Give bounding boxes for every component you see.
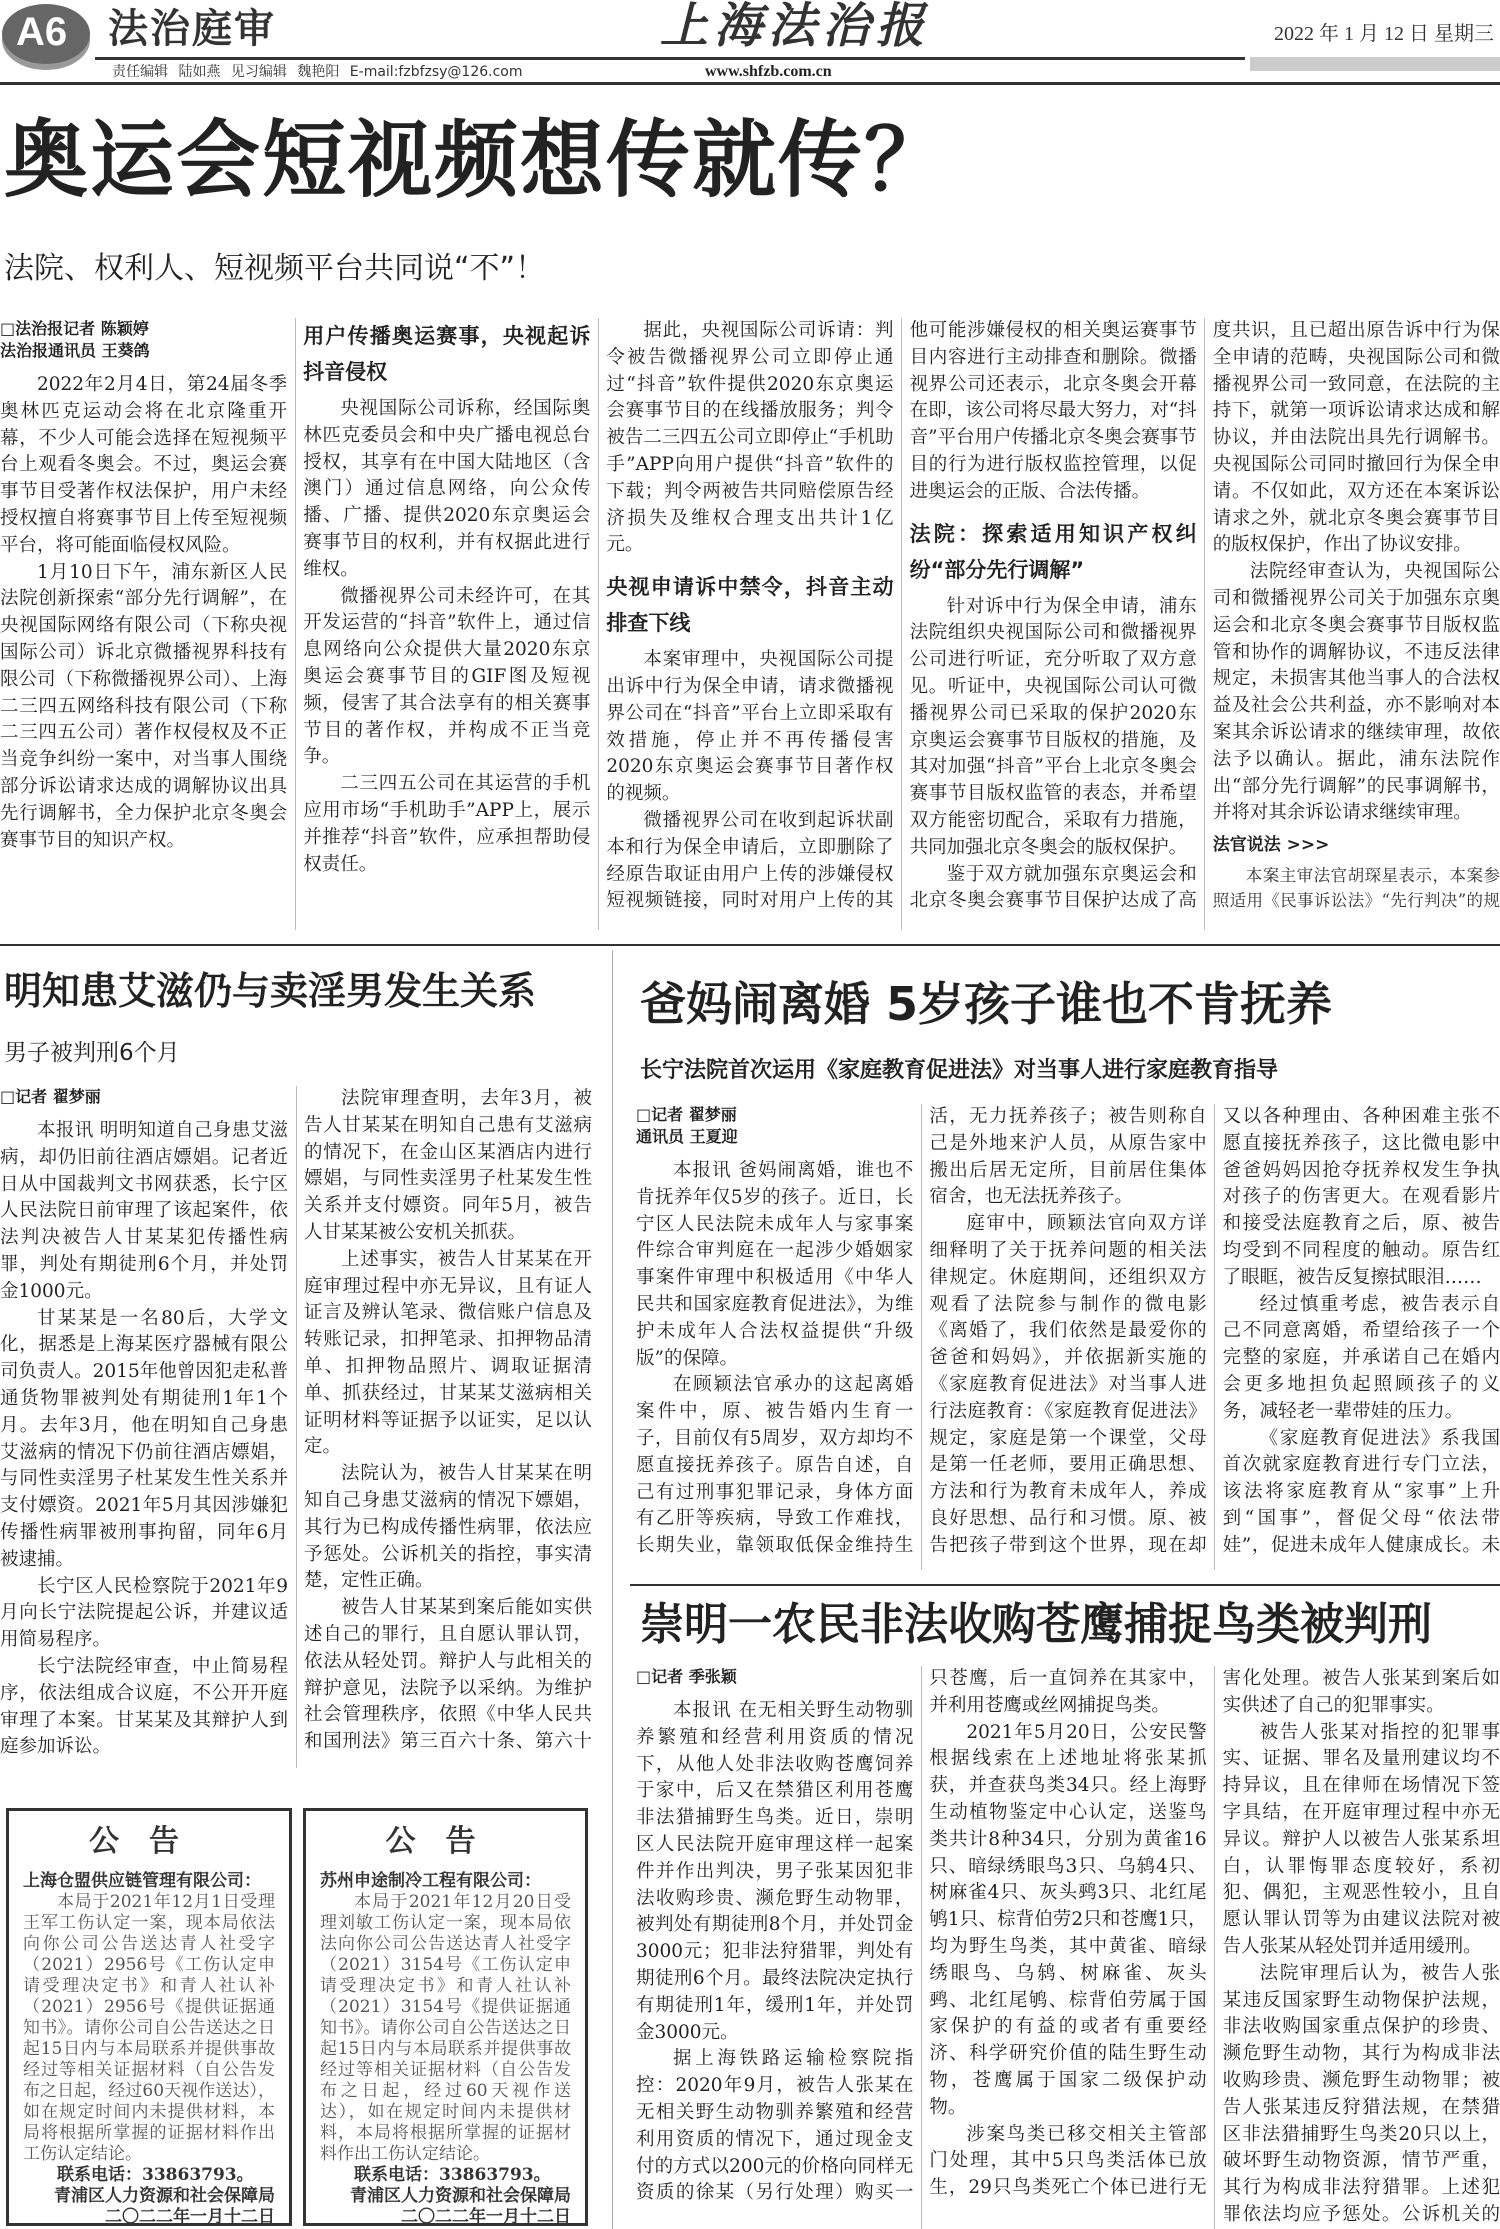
notice-date: 二〇二二年一月十二日 <box>105 2207 275 2227</box>
paragraph: 针对诉中行为保全申请，浦东法院组织央视国际公司和微播视界公司进行听证，充分听取了双方意见。听证中，央视国际公司认可微播视界公司已采取的保护2020东京奥运会赛事节目版权的措施，及其对加强“抖音”平台上北京冬奥会赛事节目版权监管的表态，并希望双方能密切配合，采取有力措施，共同加强北京冬奥会的版权保护。 <box>909 595 1197 858</box>
paragraph: 2021年5月20日，公安民警根据线索在上述地址将张某抓获，并查获鸟类34只。经上海野生动植物鉴定中心认定，送鉴鸟类共计8种34只，分别为黄雀16只、暗绿绣眼鸟3只、乌鸫4只、树麻雀4只、灰头鹀3只、北红尾鸲1只、棕背伯劳2只和苍鹰1只，均为野生鸟类，其中黄雀、暗绿绣眼鸟、乌鸫、树麻雀、灰头鹀、北红尾鸲、棕背伯劳属于国家保护的有益的或者有重要经济、科学研究价值的陆生野生动物，苍鹰属于国家二级保护动物。 <box>929 1721 1207 2118</box>
byline <box>0 318 287 362</box>
divorce-headline: 爸妈闹离婚 5岁孩子谁也不肯抚养 <box>640 977 1333 1031</box>
byline-line: 法治报通讯员 王葵鸽 <box>0 341 150 360</box>
section-title: 法治庭审 <box>108 6 276 52</box>
paragraph: 本报讯 明明知道自己身患艾滋病，却仍旧前往酒店嫖娼。记者近日从中国裁判文书网获悉，长宁区人民法院日前审理了该起案件，依法判决被告人甘某某犯传播性病罪，判处有期徒刑6个月，并处罚金1000元。 <box>0 1120 288 1302</box>
notice-body: 本局于2021年12月20日受理刘敏工伤认定一案，现本局依法向你公司公告送达青人社受字（2021）3154号《工伤认定申请受理决定书》和青人社认补（2021）3154号《提供证据通知书》。请你公司自公告送达之日起15日内与本局联系并提供事故经过等相关证据材料（自公告发布之日起，经过60天视作送达），如在规定时间内未提供材料，本局将根据所掌握的证据材料作出工伤认定结论。 <box>320 1892 571 2164</box>
eagle-headline: 崇明一农民非法收购苍鹰捕捉鸟类被判刑 <box>640 1599 1432 1650</box>
lead-subtitle: 法院、权利人、短视频平台共同说“不”！ <box>4 251 546 286</box>
aids-body <box>0 1086 592 1768</box>
byline-line: □记者 翟梦丽 <box>0 1087 101 1106</box>
paragraph: 长宁法院经审查，中止简易程序，依法组成合议庭，不公开开庭审理了本案。甘某某及其辩护人到庭参加诉讼。 <box>0 1655 288 1758</box>
notice-issuer: 青浦区人力资源和社会保障局 <box>54 2186 275 2206</box>
paragraph: 央视国际公司诉称，经国际奥林匹克委员会和中央广播电视总台授权，其享有在中国大陆地区（含澳门）通过信息网络，向公众传播、广播、提供2020东京奥运会赛事节目的权利，并有权据此进行维权。 <box>303 398 591 580</box>
masthead-logo: 上海法治报 <box>660 0 931 54</box>
divorce-subtitle: 长宁法院首次运用《家庭教育促进法》对当事人进行家庭教育指导 <box>640 1058 1279 1083</box>
header-rule <box>95 57 1245 60</box>
lead-body <box>0 318 1500 930</box>
paragraph: 微播视界公司未经许可，在其开发运营的“抖音”软件上，通过信息网络向公众提供大量2020东京奥运会赛事节目的GIF图及短视频，侵害了其合法享有的相关赛事节目的著作权，并构成不正当竞争。 <box>303 585 591 768</box>
issue-date: 2022 年 1 月 12 日 星期三 <box>1274 23 1494 45</box>
paragraph: 1月10日下午，浦东新区人民法院创新探索“部分先行调解”，在央视国际网络有限公司（下称央视国际公司）诉北京微播视界科技有限公司（下称微播视界公司）、上海二三四五网络科技有限公司（下称二三四五公司）著作权侵权及不正当竞争纠纷一案中，对当事人围绕部分诉讼请求达成的调解协议出具先行调解书，全力保护北京冬奥会赛事节目的知识产权。 <box>0 561 288 851</box>
paragraph: 经过慎重考虑，被告表示自己不同意离婚，希望给孩子一个完整的家庭，并承诺自己在婚内会更多地担负起照顾孩子的义务，减轻老一辈带娃的压力。 <box>1222 1293 1500 1422</box>
subheading: 法院：探索适用知识产权纠纷“部分先行调解” <box>909 521 1197 582</box>
notice-date: 二〇二二年一月十二日 <box>401 2207 571 2227</box>
paragraph: 本案审理中，央视国际公司提出诉中行为保全申请，请求微播视界公司在“抖音”平台上立即采取有效措施，停止并不再传播侵害2020东京奥运会赛事节目著作权的视频。 <box>606 649 894 805</box>
notice-title: 公告 <box>385 1824 506 1859</box>
notice-recipient: 上海仓盟供应链管理有限公司： <box>23 1871 261 1891</box>
notice-title: 公告 <box>89 1824 209 1859</box>
column-divider <box>612 950 613 2229</box>
header-gray-bar <box>1250 57 1500 71</box>
notice-body: 本局于2021年12月1日受理王军工伤认定一案，现本局依法向你公司公告送达青人社受字（2021）2956号《工伤认定申请受理决定书》和青人社认补（2021）2956号《提供证据通知书》。请你公司自公告送达之日起15日内与本局联系并提供事故经过等相关证据材料（自公告发布之日起，经过60天视作送达），如在规定时间内未提供材料，本局将根据所掌握的证据材料作出工伤认定结论。 <box>23 1892 275 2164</box>
commentary-paragraph: 本案主审法官胡琛星表示，本案参照适用《民事诉讼法》“先行判决”的规 <box>1212 866 1500 911</box>
byline-line: □法治报记者 陈颖婷 <box>0 319 149 338</box>
paragraph: 法院审理后认为，被告人张某违反国家野生动物保护法规，非法收购国家重点保护的珍贵、濒危野生动物，其行为构成非法收购珍贵、濒危野生动物罪；被告人张某违反狩猎法规，在禁猎区非法猎捕野生鸟类20只以上，破坏野生动物资源，情节严重，其行为构成非法狩猎罪。上述犯罪依法均应予惩处。公诉机关的 <box>1222 1962 1500 2225</box>
paragraph: 据上海铁路运输检察院指控：2020年9月，被告人张某在无相关野生动物驯养繁殖和经营利用资质的情况下，通过现金支付的方式以200元的价格向同样无资质的徐某（另行处理）购买一只苍鹰，后一直饲养在其家中，并利用苍鹰或丝网捕捉鸟类。 <box>636 1668 1207 2204</box>
divorce-body <box>636 1104 1500 1570</box>
byline-line: □记者 季张颖 <box>636 1667 737 1686</box>
paragraph: 长宁区人民检察院于2021年9月向长宁法院提起公诉，并建议适用简易程序。 <box>0 1575 288 1651</box>
notice-box <box>303 1808 588 2226</box>
paragraph: 微播视界公司在收到起诉状副本和行为保全申请后，立即删除了经原告取证由用户上传的涉嫌侵权短视频链接，同时对用户上传的其他可能涉嫌侵权的相关奥运赛事节目内容进行主动排查和删除。微播视界公司还表示，北京冬奥会开幕在即，该公司将尽最大努力，对“抖音”平台用户传播北京冬奥会赛事节目的行为进行版权监控管理，以促进奥运会的正版、合法传播。 <box>606 320 1197 912</box>
subheading: 央视申请诉中禁令，抖音主动排查下线 <box>606 575 894 636</box>
byline <box>0 1086 288 1108</box>
paragraph: 上述事实，被告人甘某某在开庭审理过程中亦无异议，且有证人证言及辨认笔录、微信账户信息及转账记录，扣押笔录、扣押物品清单、扣押物品照片、调取证据清单、抓获经过，甘某某艾滋病相关证明材料等证据予以证实，足以认定。 <box>304 1248 592 1458</box>
notice-phone: 联系电话：33863793。 <box>57 2165 254 2185</box>
paragraph: 2022年2月4日，第24届冬季奥林匹克运动会将在北京隆重开幕，不少人可能会选择在短视频平台上观看冬奥会。不过，奥运会赛事节目受著作权法保护，用户未经授权擅自将赛事节目上传至短视频平台，将可能面临侵权风险。 <box>0 374 288 556</box>
paragraph: 甘某某是一名80后，大学文化，据悉是上海某医疗器械有限公司负责人。2015年他曾因犯走私普通货物罪被判处有期徒刑1年1个月。去年3月，他在明知自己身患艾滋病的情况下仍前往酒店嫖娼，与同性卖淫男子杜某发生性关系并支付嫖资。2021年5月其因涉嫌犯传播性病罪被刑事拘留，同年6月被逮捕。 <box>0 1307 288 1570</box>
paragraph: 法院认为，被告人甘某某在明知自己身患艾滋病的情况下嫖娼，其行为已构成传播性病罪，依法应予惩处。公诉机关的指控，事实清楚，定性正确。 <box>304 1463 592 1592</box>
aids-subtitle: 男子被判刑6个月 <box>4 1040 180 1066</box>
divider <box>630 1584 1500 1586</box>
website-link[interactable]: www.shfzb.com.cn <box>705 63 832 80</box>
notice-recipient: 苏州申途制冷工程有限公司： <box>320 1871 541 1891</box>
header-bottom-rule <box>0 82 1500 85</box>
byline <box>636 1666 913 1688</box>
paragraph: 庭审中，顾颖法官向双方详细释明了关于抚养问题的相关法律规定。休庭期间，还组织双方观看了法院参与制作的微电影《离婚了，我们依然是最爱你的爸爸和妈妈》，并依据新实施的《家庭教育促进法》对当事人进行法庭教育：《家庭教育促进法》规定，家庭是第一个课堂，父母是第一任老师，要用正确思想、方法和行为教育未成年人，养成良好思想、品行和习惯。原、被告把孩子带到这个世界，现在却又以各种理由、各种困难主张不愿直接抚养孩子，这比微电影中爸爸妈妈因抢夺抚养权发生争执对孩子的伤害更大。在观看影片和接受法庭教育之后，原、被告均受到不同程度的触动。原告红了眼眶，被告反复擦拭眼泪…… <box>929 1106 1500 1556</box>
editor-credits: 责任编辑 陆如燕 见习编辑 魏艳阳 E-mail:fzbfzsy@126.com <box>112 64 523 80</box>
aids-headline: 明知患艾滋仍与卖淫男发生关系 <box>4 969 537 1013</box>
byline-line: 通讯员 王夏迎 <box>636 1127 738 1146</box>
paragraph: 被告人甘某某到案后能如实供述自己的罪行，且自愿认罪认罚，依法从轻处罚。辩护人与此相关的辩护意见，法院予以采纳。为维护社会管理秩序，依照《中华人民共和国刑法》第三百六十条、第六十 <box>304 1597 592 1753</box>
byline <box>636 1104 913 1148</box>
paragraph: 鉴于双方就加强东京奥运会和北京冬奥会赛事节目保护达成了高度共识，且已超出原告诉中行为保全申请的范畴，央视国际公司和微播视界公司一致同意，在法院的主持下，就第一项诉讼请求达成和解协议，并由法院出具先行调解书。央视国际公司同时撤回行为保全申请。不仅如此，双方还在本案诉讼请求之外，就北京冬奥会赛事节目的版权保护，作出了协议安排。 <box>909 320 1500 912</box>
byline-line: □记者 翟梦丽 <box>636 1105 737 1124</box>
paragraph: 法院审理查明，去年3月，被告人甘某某在明知自己患有艾滋病的情况下，在金山区某酒店内进行嫖娼，与同性卖淫男子杜某发生性关系并支付嫖资。同年5月，被告人甘某某被公安机关抓获。 <box>304 1088 592 1243</box>
notice-issuer: 青浦区人力资源和社会保障局 <box>350 2186 571 2206</box>
subheading: 用户传播奥运赛事，央视起诉抖音侵权 <box>303 324 591 384</box>
eagle-body <box>636 1666 1500 2229</box>
divider <box>0 944 1500 946</box>
paragraph: 涉案鸟类已移交相关主管部门处理，其中5只鸟类活体已放生，29只鸟类死亡个体已进行无害化处理。被告人张某到案后如实供述了自己的犯罪事实。 <box>929 1668 1500 2199</box>
paragraph: 本报讯 在无相关野生动物驯养繁殖和经营利用资质的情况下，从他人处非法收购苍鹰饲养于家中，后又在禁猎区利用苍鹰非法猎捕野生鸟类。近日，崇明区人民法院开庭审理这样一起案件并作出判决，男子张某因犯非法收购珍贵、濒危野生动物罪，被判处有期徒刑8个月，并处罚金3000元；犯非法狩猎罪，判处有期徒刑6个月。最终法院决定执行有期徒刑1年，缓刑1年，并处罚金3000元。 <box>636 1700 914 2043</box>
paragraph: 被告人张某对指控的犯罪事实、证据、罪名及量刑建议均不持异议，且在律师在场情况下签字具结，在开庭审理过程中亦无异议。辩护人以被告人张某系坦白，认罪悔罪态度较好，系初犯、偶犯，主观恶性较小，且自愿认罪认罚等为由建议法院对被告人张某从轻处罚并适用缓刑。 <box>1222 1721 1500 1957</box>
notice-phone: 联系电话：33863793。 <box>354 2165 551 2185</box>
paragraph: 二三四五公司在其运营的手机应用市场“手机助手”APP上，展示并推荐“抖音”软件，应承担帮助侵权责任。 <box>303 773 591 875</box>
notice-box <box>6 1808 292 2226</box>
paragraph: 据此，央视国际公司诉请：判令被告微播视界公司立即停止通过“抖音”软件提供2020东京奥运会赛事节目的在线播放服务；判令被告二三四五公司立即停止“手机助手”APP向用户提供“抖音”软件的下载；判令两被告共同赔偿原告经济损失及维权合理支出共计1亿元。 <box>606 320 894 556</box>
lead-headline: 奥运会短视频想传就传？ <box>4 111 951 209</box>
paragraph: 在顾颖法官承办的这起离婚案件中，原、被告婚内生育一子，目前仅有5周岁，双方却均不愿直接抚养孩子。原告自述，自己有过刑事犯罪记录，身体方面有乙肝等疾病，导致工作难找，长期失业，靠领取低保金维持生活，无力抚养孩子；被告则称自己是外地来沪人员，从原告家中搬出后居无定所，目前居住集体宿舍，也无法抚养孩子。 <box>636 1106 1207 1557</box>
paragraph: 本报讯 爸妈闹离婚，谁也不肯抚养年仅5岁的孩子。近日，长宁区人民法院未成年人与家事案件综合审判庭在一起涉少婚姻家事案件审理中积极适用《中华人民共和国家庭教育促进法》，为维护未成年人合法权益提供“升级版”的保障。 <box>636 1160 914 1369</box>
column-tag: 法官说法 >>> <box>1212 835 1330 856</box>
paragraph: 法院经审查认为，央视国际公司和微播视界公司关于加强东京奥运会和北京冬奥会赛事节目版权监管和协作的调解协议，不违反法律规定，未损害其他当事人的合法权益及社会公共利益，亦不影响对本案其余诉讼请求的继续审理，故依法予以确认。据此，浦东法院作出“部分先行调解”的民事调解书，并将对其余诉讼请求继续审理。 <box>1212 561 1500 824</box>
paragraph: 《家庭教育促进法》系我国首次就家庭教育进行专门立法，该法将家庭教育从“家事”上升到“国事”，督促父母“依法带娃”，促进未成年人健康成长。未 <box>1222 1427 1500 1556</box>
page-number-badge: A6 <box>2 4 90 64</box>
